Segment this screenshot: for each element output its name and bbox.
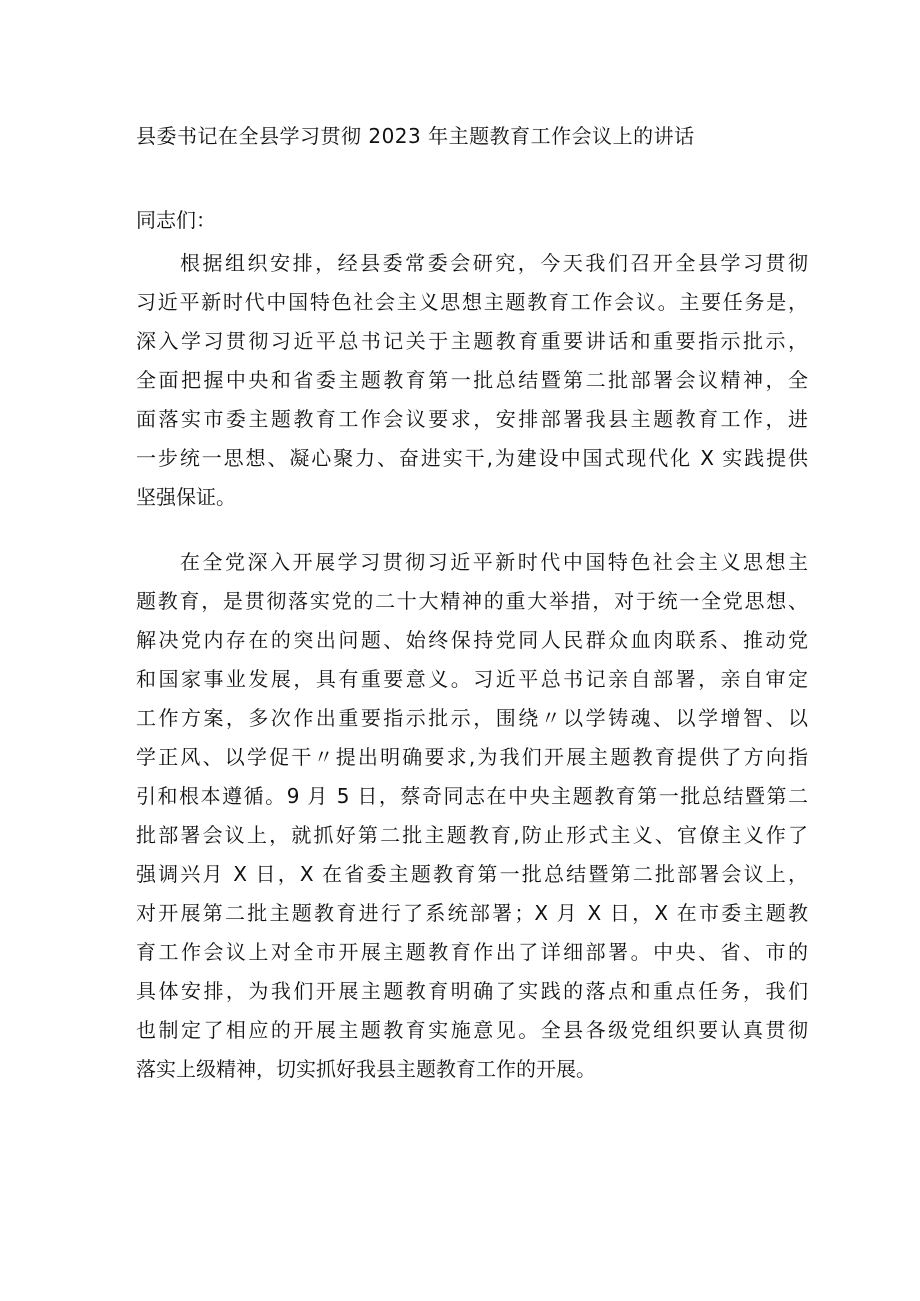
paragraph-line: 强调兴月 X 日，X 在省委主题教育第一批总结暨第二批部署会议上， <box>136 862 808 886</box>
paragraph-line: 和国家事业发展，具有重要意义。习近平总书记亲自部署，亲自审定 <box>136 667 808 691</box>
paragraph-line: 习近平新时代中国特色社会主义思想主题教育工作会议。主要任务是， <box>136 290 808 314</box>
paragraph-line: 工作方案，多次作出重要指示批示，围绕〃以学铸魂、以学增智、以 <box>136 706 808 730</box>
paragraph-line: 在全党深入开展学习贯彻习近平新时代中国特色社会主义思想主 <box>180 550 808 574</box>
paragraph-1 <box>136 244 808 517</box>
paragraph-line: 全面把握中央和省委主题教育第一批总结暨第二批部署会议精神，全 <box>136 368 808 392</box>
paragraph-line: 引和根本遵循。9 月 5 日，蔡奇同志在中央主题教育第一批总结暨第二 <box>136 784 808 808</box>
paragraph-line: 落实上级精神，切实抓好我县主题教育工作的开展。 <box>136 1057 596 1081</box>
paragraph-line: 深入学习贯彻习近平总书记关于主题教育重要讲话和重要指示批示， <box>136 329 808 353</box>
paragraph-line: 对开展第二批主题教育进行了系统部署；X 月 X 日，X 在市委主题教 <box>136 901 808 925</box>
paragraph-line: 解决党内存在的突出问题、始终保持党同人民群众血肉联系、推动党 <box>136 628 808 652</box>
paragraph-line: 批部署会议上，就抓好第二批主题教育,防止形式主义、官僚主义作了 <box>136 823 808 847</box>
paragraph-line: 根据组织安排，经县委常委会研究，今天我们召开全县学习贯彻 <box>180 251 808 275</box>
paragraph-line: 学正风、以学促干〃提出明确要求,为我们开展主题教育提供了方向指 <box>136 745 808 769</box>
paragraph-line: 坚强保证。 <box>136 485 236 509</box>
paragraph-line: 题教育，是贯彻落实党的二十大精神的重大举措，对于统一全党思想、 <box>136 589 808 613</box>
document-title: 县委书记在全县学习贯彻 2023 年主题教育工作会议上的讲话 <box>136 124 695 148</box>
paragraph-line: 具体安排，为我们开展主题教育明确了实践的落点和重点任务，我们 <box>136 979 808 1003</box>
paragraph-2 <box>136 543 808 1089</box>
salutation: 同志们： <box>136 208 216 232</box>
paragraph-line: 面落实市委主题教育工作会议要求，安排部署我县主题教育工作，进 <box>136 407 808 431</box>
paragraph-line: 育工作会议上对全市开展主题教育作出了详细部署。中央、省、市的 <box>136 940 808 964</box>
paragraph-line: 也制定了相应的开展主题教育实施意见。全县各级党组织要认真贯彻 <box>136 1018 808 1042</box>
paragraph-line: 一步统一思想、凝心聚力、奋进实干,为建设中国式现代化 X 实践提供 <box>136 446 808 470</box>
